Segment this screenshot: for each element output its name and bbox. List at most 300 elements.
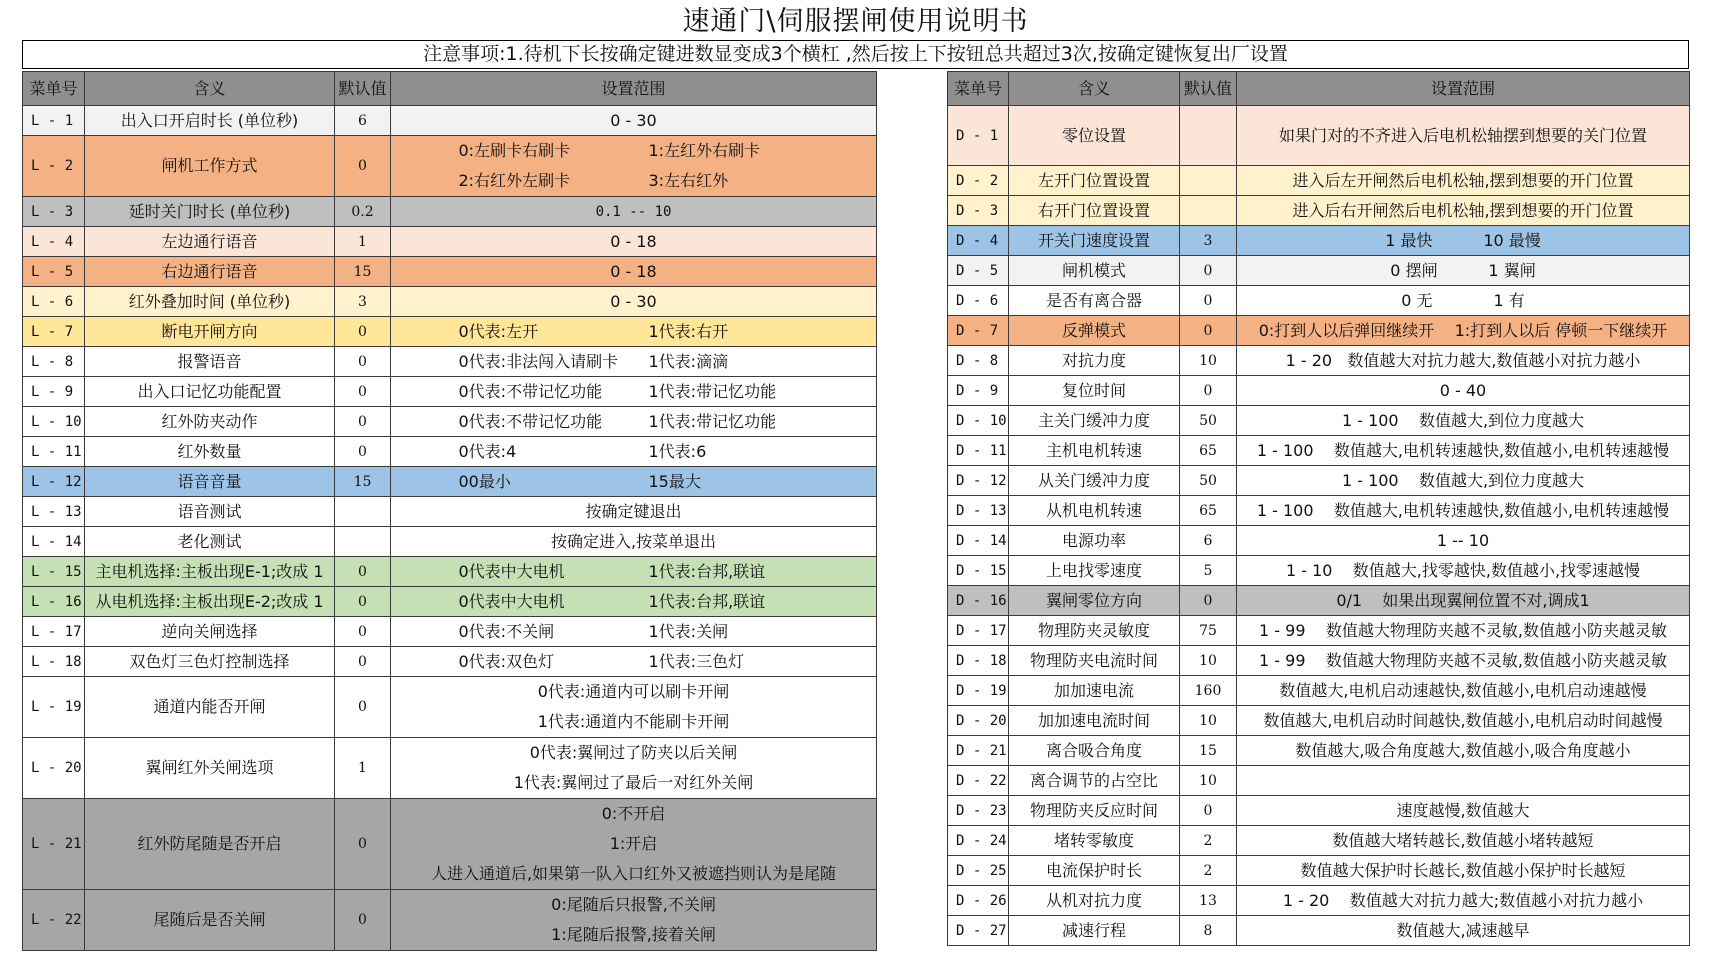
param-meaning: 双色灯三色灯控制选择 [85, 647, 335, 677]
setting-range: 1 - 10 数值越大,找零越快,数值越小,找零速越慢 [1237, 556, 1690, 586]
default-value: 0 [1180, 796, 1237, 826]
range-option: 1代表:关闸 [648, 621, 729, 641]
param-meaning: 通道内能否开闸 [85, 677, 335, 738]
param-meaning: 加加速电流 [1009, 676, 1180, 706]
range-line: 0代表:通道内可以刷卡开闸 [537, 682, 730, 701]
menu-code: D - 27 [948, 916, 1009, 946]
table-row [23, 467, 877, 497]
param-meaning: 反弹模式 [1009, 316, 1180, 346]
default-value: 6 [335, 106, 391, 136]
setting-range: 1 - 100 数值越大,到位力度越大 [1237, 406, 1690, 436]
menu-code: D - 24 [948, 826, 1009, 856]
menu-code: D - 7 [948, 316, 1009, 346]
menu-code: D - 25 [948, 856, 1009, 886]
setting-range: 1 -- 10 [1237, 526, 1690, 556]
range-option: 1代表:6 [648, 441, 707, 461]
param-meaning: 延时关门时长 (单位秒) [85, 197, 335, 227]
setting-range [391, 257, 877, 287]
document-title: 速通门\伺服摆闸使用说明书 [682, 6, 1029, 37]
menu-code: D - 10 [948, 406, 1009, 436]
setting-range: 0 摆闸 1 翼闸 [1237, 256, 1690, 286]
table-row [23, 407, 877, 437]
menu-code: D - 1 [948, 106, 1009, 166]
default-value: 0 [1180, 256, 1237, 286]
table-row [948, 346, 1690, 376]
table-row [23, 257, 877, 287]
default-value: 15 [1180, 736, 1237, 766]
default-value: 2 [1180, 826, 1237, 856]
param-meaning: 右边通行语音 [85, 257, 335, 287]
range-line: 1代表:通道内不能刷卡开闸 [537, 712, 730, 731]
param-meaning: 物理防夹反应时间 [1009, 796, 1180, 826]
param-meaning: 翼闸红外关闸选项 [85, 738, 335, 799]
default-value: 5 [1180, 556, 1237, 586]
param-meaning: 开关门速度设置 [1009, 226, 1180, 256]
menu-code: L - 10 [23, 407, 85, 437]
setting-range [391, 647, 877, 677]
default-value: 0 [1180, 316, 1237, 346]
default-value [1180, 106, 1237, 166]
setting-range: 0/1 如果出现翼闸位置不对,调成1 [1237, 586, 1690, 616]
table-row [948, 106, 1690, 166]
setting-range: 数值越大,电机启动速越快,数值越小,电机启动速越慢 [1237, 676, 1690, 706]
setting-range [391, 197, 877, 227]
table-row [948, 436, 1690, 466]
menu-code: L - 19 [23, 677, 85, 738]
default-value: 0 [1180, 376, 1237, 406]
default-value: 0 [335, 890, 391, 951]
range-option: 1:左红外右刷卡 [648, 141, 761, 160]
range-line: 0 - 30 [610, 110, 657, 130]
header-default: 默认值 [335, 72, 391, 106]
table-row [948, 406, 1690, 436]
range-option: 1代表:右开 [648, 321, 729, 341]
param-meaning: 离合吸合角度 [1009, 736, 1180, 766]
setting-range [391, 890, 877, 951]
range-option: 0代表中大电机 [458, 591, 565, 611]
menu-code: D - 16 [948, 586, 1009, 616]
param-meaning: 电流保护时长 [1009, 856, 1180, 886]
setting-range [391, 587, 877, 617]
param-meaning: 左边通行语音 [85, 227, 335, 257]
table-row [948, 886, 1690, 916]
table-row [948, 196, 1690, 226]
table-row [948, 526, 1690, 556]
header-range: 设置范围 [1237, 72, 1690, 106]
table-row [23, 587, 877, 617]
menu-code: L - 21 [23, 799, 85, 890]
setting-range: 0 - 40 [1237, 376, 1690, 406]
table-row [948, 766, 1690, 796]
param-meaning: 右开门位置设置 [1009, 196, 1180, 226]
param-meaning: 电源功率 [1009, 526, 1180, 556]
menu-code: L - 22 [23, 890, 85, 951]
range-line [394, 558, 873, 586]
param-meaning: 红外防夹动作 [85, 407, 335, 437]
default-value [335, 497, 391, 527]
range-line [394, 348, 873, 376]
table-row [23, 136, 877, 197]
param-meaning: 语音音量 [85, 467, 335, 497]
default-value: 75 [1180, 616, 1237, 646]
header-meaning: 含义 [1009, 72, 1180, 106]
menu-code: L - 2 [23, 136, 85, 197]
range-line [394, 468, 873, 496]
setting-range: 进入后左开闸然后电机松轴,摆到想要的开门位置 [1237, 166, 1690, 196]
default-value: 160 [1180, 676, 1237, 706]
default-value: 8 [1180, 916, 1237, 946]
setting-range: 1 - 99 数值越大物理防夹越不灵敏,数值越小防夹越灵敏 [1237, 616, 1690, 646]
setting-range [391, 437, 877, 467]
param-meaning: 出入口开启时长 (单位秒) [85, 106, 335, 136]
range-line: 0.1 -- 10 [595, 203, 672, 220]
menu-code: D - 13 [948, 496, 1009, 526]
menu-code: L - 14 [23, 527, 85, 557]
param-meaning: 尾随后是否关闸 [85, 890, 335, 951]
range-option: 1代表:滴滴 [648, 351, 729, 371]
default-value: 0 [335, 377, 391, 407]
menu-code: D - 14 [948, 526, 1009, 556]
table-row [948, 916, 1690, 946]
param-meaning: 从机电机转速 [1009, 496, 1180, 526]
param-meaning: 老化测试 [85, 527, 335, 557]
range-line: 人进入通道后,如果第一队入口红外又被遮挡则认为是尾随 [430, 864, 837, 883]
default-value: 0 [335, 557, 391, 587]
default-value [1180, 196, 1237, 226]
table-row [23, 227, 877, 257]
menu-code: D - 15 [948, 556, 1009, 586]
table-row [948, 466, 1690, 496]
setting-range [391, 799, 877, 890]
menu-code: L - 9 [23, 377, 85, 407]
default-value: 0 [335, 677, 391, 738]
setting-range: 1 - 100 数值越大,电机转速越快,数值越小,电机转速越慢 [1237, 436, 1690, 466]
param-meaning: 红外防尾随是否开启 [85, 799, 335, 890]
table-row [23, 437, 877, 467]
setting-range [391, 677, 877, 738]
param-meaning: 翼闸零位方向 [1009, 586, 1180, 616]
range-line: 按确定键退出 [585, 501, 682, 521]
default-value: 0 [335, 437, 391, 467]
menu-code: D - 4 [948, 226, 1009, 256]
param-meaning: 零位设置 [1009, 106, 1180, 166]
range-line [394, 166, 873, 196]
default-value: 0 [335, 407, 391, 437]
default-value: 15 [335, 467, 391, 497]
range-line: 0代表:翼闸过了防夹以后关闸 [529, 743, 738, 762]
notice-bar: 注意事项:1.待机下长按确定键进数显变成3个横杠 ,然后按上下按钮总共超过3次,按确定键恢复出厂设置 [22, 40, 1689, 69]
setting-range: 1 - 20 数值越大对抗力越大,数值越小对抗力越小 [1237, 346, 1690, 376]
default-value: 65 [1180, 496, 1237, 526]
menu-code: L - 7 [23, 317, 85, 347]
table-row [948, 796, 1690, 826]
param-meaning: 堵转零敏度 [1009, 826, 1180, 856]
table-row [948, 646, 1690, 676]
menu-code: D - 19 [948, 676, 1009, 706]
table-row [948, 616, 1690, 646]
menu-code: L - 20 [23, 738, 85, 799]
range-line: 1:尾随后报警,接着关闸 [551, 925, 716, 944]
table-row [23, 377, 877, 407]
range-line [394, 588, 873, 616]
param-meaning: 左开门位置设置 [1009, 166, 1180, 196]
setting-range: 进入后右开闸然后电机松轴,摆到想要的开门位置 [1237, 196, 1690, 226]
param-meaning: 从机对抗力度 [1009, 886, 1180, 916]
range-line: 0:不开启 [601, 804, 666, 823]
table-row [23, 527, 877, 557]
header-code: 菜单号 [948, 72, 1009, 106]
setting-range: 如果门对的不齐进入后电机松轴摆到想要的关门位置 [1237, 106, 1690, 166]
range-line [394, 648, 873, 676]
default-value: 50 [1180, 406, 1237, 436]
param-meaning: 主关门缓冲力度 [1009, 406, 1180, 436]
setting-range [391, 136, 877, 197]
param-meaning: 报警语音 [85, 347, 335, 377]
param-meaning: 逆向关闸选择 [85, 617, 335, 647]
param-meaning: 物理防夹灵敏度 [1009, 616, 1180, 646]
menu-code: D - 17 [948, 616, 1009, 646]
setting-range [391, 467, 877, 497]
table-row [23, 617, 877, 647]
range-line [394, 136, 873, 166]
setting-range [391, 287, 877, 317]
table-row [948, 856, 1690, 886]
range-option: 15最大 [648, 471, 701, 491]
default-value: 15 [335, 257, 391, 287]
param-meaning: 语音测试 [85, 497, 335, 527]
default-value: 2 [1180, 856, 1237, 886]
setting-range [391, 557, 877, 587]
menu-code: D - 26 [948, 886, 1009, 916]
param-meaning: 从电机选择:主板出现E-2;改成 1 [85, 587, 335, 617]
range-option: 2:右红外左刷卡 [458, 171, 571, 190]
setting-range: 数值越大保护时长越长,数值越小保护时长越短 [1237, 856, 1690, 886]
range-option: 1代表:台邦,联谊 [648, 591, 766, 611]
menu-code: L - 15 [23, 557, 85, 587]
range-line [394, 408, 873, 436]
range-option: 0代表:不带记忆功能 [458, 411, 603, 431]
range-option: 0代表:不关闸 [458, 621, 555, 641]
table-row [23, 557, 877, 587]
table-row [23, 497, 877, 527]
setting-range [391, 347, 877, 377]
setting-range: 1 最快 10 最慢 [1237, 226, 1690, 256]
default-value: 1 [335, 738, 391, 799]
menu-code: D - 2 [948, 166, 1009, 196]
default-value: 0 [335, 647, 391, 677]
param-meaning: 主电机选择:主板出现E-1;改成 1 [85, 557, 335, 587]
range-line [394, 378, 873, 406]
setting-range: 数值越大,电机启动时间越快,数值越小,电机启动时间越慢 [1237, 706, 1690, 736]
left-table-header [23, 72, 877, 106]
menu-code: D - 12 [948, 466, 1009, 496]
range-line [394, 618, 873, 646]
table-row [948, 316, 1690, 346]
table-row [948, 736, 1690, 766]
left-parameter-table [22, 71, 877, 951]
right-parameter-table [947, 71, 1690, 946]
range-option: 1代表:带记忆功能 [648, 411, 777, 431]
menu-code: L - 16 [23, 587, 85, 617]
range-option: 00最小 [458, 471, 511, 491]
menu-code: D - 22 [948, 766, 1009, 796]
param-meaning: 物理防夹电流时间 [1009, 646, 1180, 676]
menu-code: L - 8 [23, 347, 85, 377]
header-meaning: 含义 [85, 72, 335, 106]
menu-code: L - 3 [23, 197, 85, 227]
param-meaning: 减速行程 [1009, 916, 1180, 946]
param-meaning: 离合调节的占空比 [1009, 766, 1180, 796]
menu-code: D - 20 [948, 706, 1009, 736]
menu-code: D - 5 [948, 256, 1009, 286]
default-value: 10 [1180, 346, 1237, 376]
setting-range: 1 - 99 数值越大物理防夹越不灵敏,数值越小防夹越灵敏 [1237, 646, 1690, 676]
menu-code: D - 23 [948, 796, 1009, 826]
table-row [23, 647, 877, 677]
menu-code: L - 17 [23, 617, 85, 647]
setting-range [391, 317, 877, 347]
default-value: 0.2 [335, 197, 391, 227]
table-row [948, 226, 1690, 256]
setting-range [391, 497, 877, 527]
menu-code: D - 18 [948, 646, 1009, 676]
range-line: 1:开启 [609, 834, 658, 853]
range-option: 0代表:双色灯 [458, 651, 555, 671]
setting-range [391, 227, 877, 257]
default-value: 1 [335, 227, 391, 257]
range-option: 0代表:左开 [458, 321, 539, 341]
param-meaning: 闸机模式 [1009, 256, 1180, 286]
default-value: 13 [1180, 886, 1237, 916]
setting-range: 数值越大,吸合角度越大,数值越小,吸合角度越小 [1237, 736, 1690, 766]
setting-range: 1 - 100 数值越大,到位力度越大 [1237, 466, 1690, 496]
param-meaning: 对抗力度 [1009, 346, 1180, 376]
default-value: 0 [335, 347, 391, 377]
default-value [335, 527, 391, 557]
param-meaning: 主机电机转速 [1009, 436, 1180, 466]
range-line [394, 438, 873, 466]
param-meaning: 加加速电流时间 [1009, 706, 1180, 736]
default-value: 3 [1180, 226, 1237, 256]
param-meaning: 复位时间 [1009, 376, 1180, 406]
param-meaning: 从关门缓冲力度 [1009, 466, 1180, 496]
range-option: 1代表:台邦,联谊 [648, 561, 766, 581]
header-range: 设置范围 [391, 72, 877, 106]
table-row [948, 826, 1690, 856]
header-code: 菜单号 [23, 72, 85, 106]
setting-range [391, 527, 877, 557]
range-option: 0代表中大电机 [458, 561, 565, 581]
range-option: 3:左右红外 [648, 171, 729, 190]
menu-code: L - 4 [23, 227, 85, 257]
setting-range [391, 377, 877, 407]
table-row [948, 256, 1690, 286]
param-meaning: 上电找零速度 [1009, 556, 1180, 586]
table-row [948, 586, 1690, 616]
table-row [23, 677, 877, 738]
menu-code: L - 5 [23, 257, 85, 287]
param-meaning: 是否有离合器 [1009, 286, 1180, 316]
header-default: 默认值 [1180, 72, 1237, 106]
param-meaning: 闸机工作方式 [85, 136, 335, 197]
range-line: 0 - 30 [610, 291, 657, 311]
table-row [948, 706, 1690, 736]
default-value: 0 [335, 136, 391, 197]
table-row [23, 197, 877, 227]
menu-code: D - 9 [948, 376, 1009, 406]
setting-range: 0:打到人以后弹回继续开 1:打到人以后 停顿一下继续开 [1237, 316, 1690, 346]
setting-range [1237, 766, 1690, 796]
default-value: 6 [1180, 526, 1237, 556]
table-row [23, 106, 877, 136]
table-row [948, 166, 1690, 196]
setting-range: 速度越慢,数值越大 [1237, 796, 1690, 826]
table-row [23, 799, 877, 890]
range-line: 1代表:翼闸过了最后一对红外关闸 [513, 773, 754, 792]
range-line: 按确定进入,按菜单退出 [550, 531, 717, 551]
param-meaning: 红外数量 [85, 437, 335, 467]
menu-code: L - 13 [23, 497, 85, 527]
default-value: 10 [1180, 766, 1237, 796]
range-line [394, 318, 873, 346]
setting-range [391, 738, 877, 799]
range-line: 0:尾随后只报警,不关闸 [551, 895, 716, 914]
menu-code: L - 6 [23, 287, 85, 317]
range-option: 0:左刷卡右刷卡 [458, 141, 571, 160]
default-value: 65 [1180, 436, 1237, 466]
setting-range: 数值越大,减速越早 [1237, 916, 1690, 946]
range-line: 0 - 18 [610, 231, 657, 251]
setting-range: 数值越大堵转越长,数值越小堵转越短 [1237, 826, 1690, 856]
menu-code: L - 11 [23, 437, 85, 467]
range-option: 0代表:非法闯入请刷卡 [458, 351, 619, 371]
default-value: 0 [1180, 586, 1237, 616]
menu-code: D - 8 [948, 346, 1009, 376]
setting-range: 0 无 1 有 [1237, 286, 1690, 316]
default-value: 3 [335, 287, 391, 317]
table-row [23, 738, 877, 799]
setting-range [391, 407, 877, 437]
default-value: 10 [1180, 706, 1237, 736]
table-row [948, 676, 1690, 706]
default-value: 10 [1180, 646, 1237, 676]
param-meaning: 红外叠加时间 (单位秒) [85, 287, 335, 317]
table-row [23, 347, 877, 377]
range-option: 1代表:带记忆功能 [648, 381, 777, 401]
table-row [23, 317, 877, 347]
setting-range [391, 617, 877, 647]
table-row [23, 890, 877, 951]
table-row [948, 376, 1690, 406]
menu-code: D - 6 [948, 286, 1009, 316]
range-line: 0 - 18 [610, 261, 657, 281]
setting-range [391, 106, 877, 136]
default-value: 0 [335, 587, 391, 617]
menu-code: D - 21 [948, 736, 1009, 766]
default-value: 0 [335, 617, 391, 647]
table-row [948, 556, 1690, 586]
default-value [1180, 166, 1237, 196]
menu-code: D - 11 [948, 436, 1009, 466]
table-row [948, 286, 1690, 316]
setting-range: 1 - 100 数值越大,电机转速越快,数值越小,电机转速越慢 [1237, 496, 1690, 526]
table-row [23, 287, 877, 317]
menu-code: L - 12 [23, 467, 85, 497]
default-value: 0 [335, 799, 391, 890]
default-value: 0 [335, 317, 391, 347]
menu-code: D - 3 [948, 196, 1009, 226]
default-value: 0 [1180, 286, 1237, 316]
